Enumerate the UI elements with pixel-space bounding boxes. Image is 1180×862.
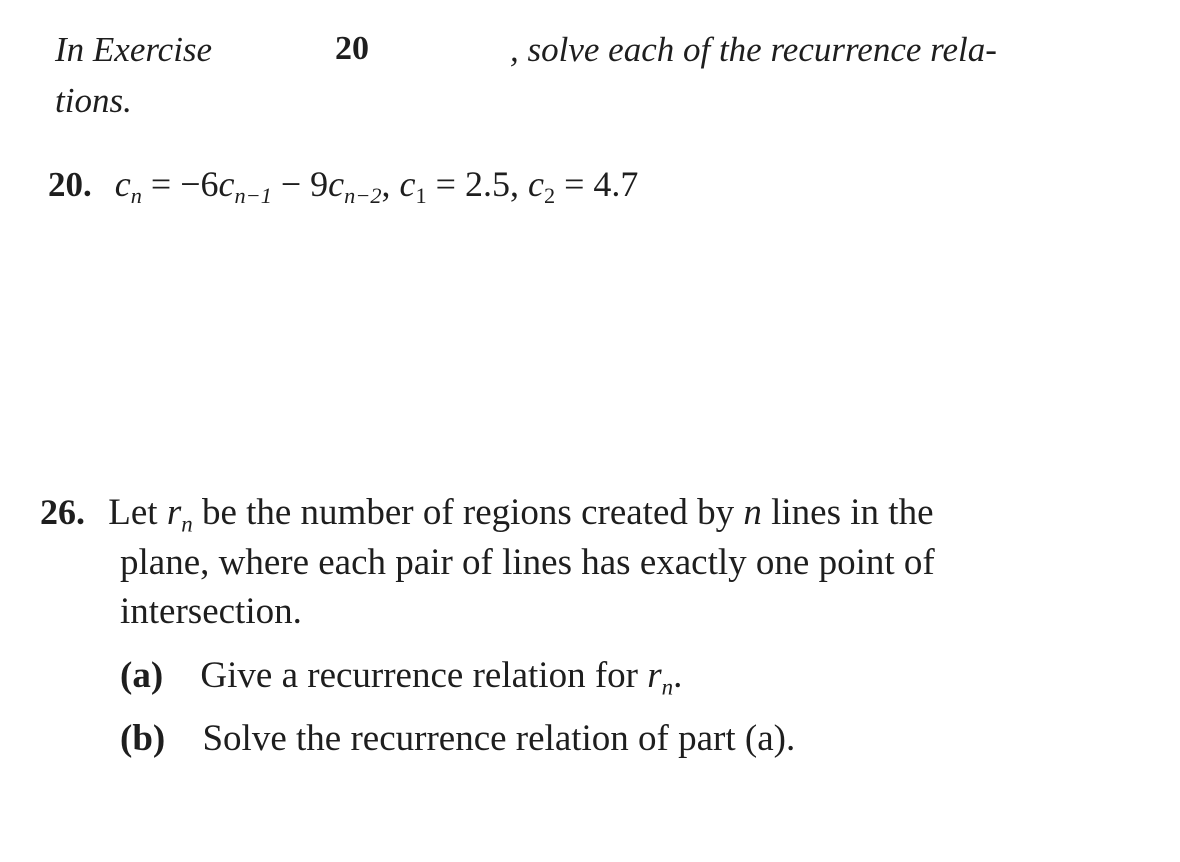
problem-26-part-b: (b) Solve the recurrence relation of part (a). xyxy=(120,718,796,759)
problem-26-number: 26. xyxy=(40,492,85,532)
problem-26-line-3: intersection. xyxy=(120,591,302,632)
problem-26-line-1: 26. Let $r_n$ be the number of regions created by n lines in the xyxy=(40,492,934,537)
problem-20-equation: $c_n = -6c_{n-1} - 9c_{n-2}$, $c_1 = 2.5$, $c_2 = 4.7$ xyxy=(114,164,639,209)
part-b-label: (b) xyxy=(120,718,166,759)
part-a-label: (a) xyxy=(120,655,164,696)
instruction-line-2: tions. xyxy=(55,81,132,120)
instruction-line-1 xyxy=(55,32,212,67)
instruction-suffix: , solve each of the recurrence rela- xyxy=(510,30,997,69)
instruction-prefix: In Exercise xyxy=(55,30,213,69)
exercise-number: 20 xyxy=(335,30,369,67)
problem-26-part-a: (a) Give a recurrence relation for $r_n$. xyxy=(120,655,683,700)
problem-26-line-2: plane, where each pair of lines has exactly one point of xyxy=(120,542,935,583)
problem-20 xyxy=(48,166,638,207)
problem-20-number: 20. xyxy=(48,165,92,204)
